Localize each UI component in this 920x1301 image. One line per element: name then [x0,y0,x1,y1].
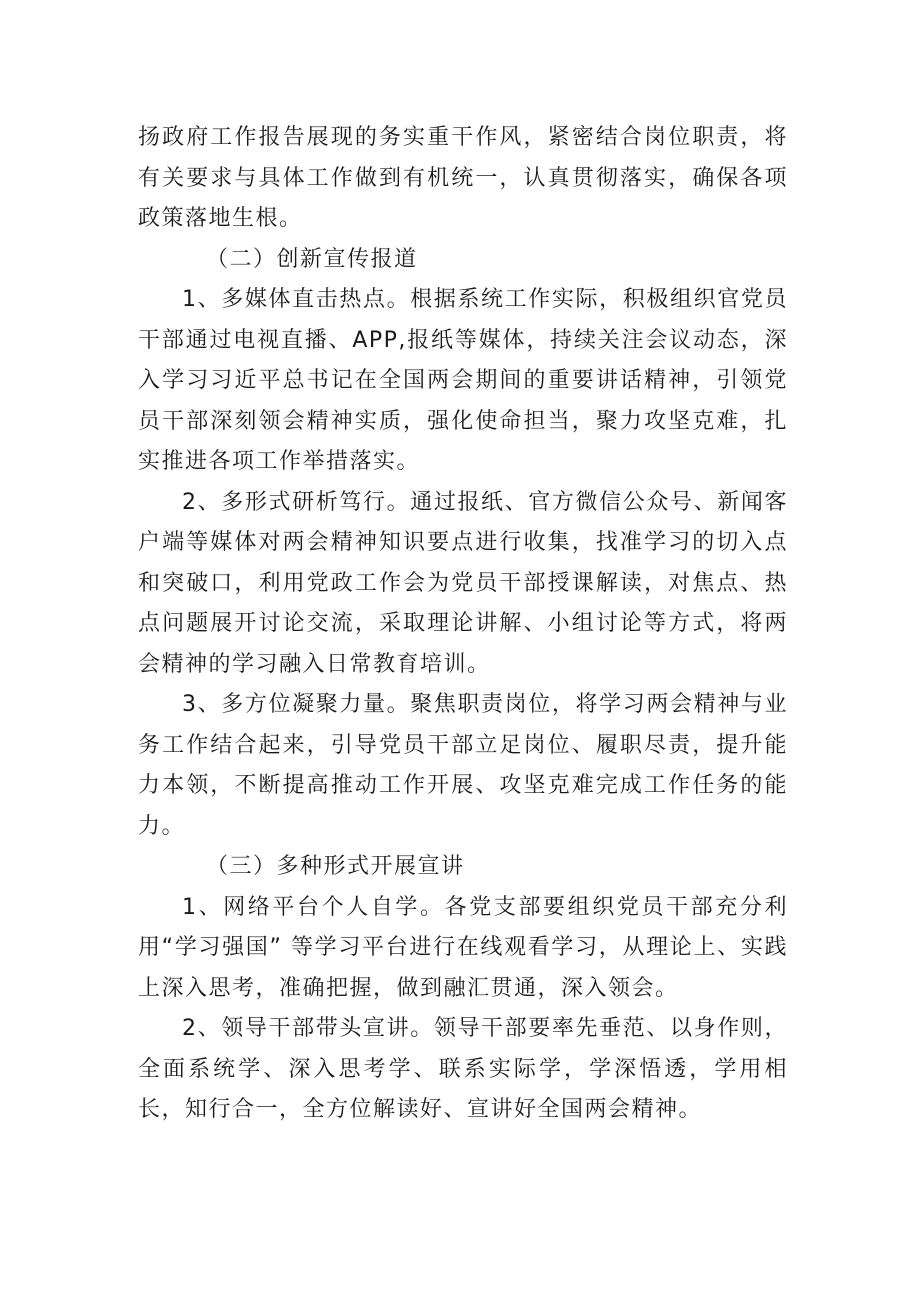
document-page [138,118,788,1131]
body-paragraph: 1、多媒体直击热点。根据系统工作实际，积极组织官党员干部通过电视直播、APP,报纸等媒体，持续关注会议动态，深入学习习近平总书记在全国两会期间的重要讲话精神，引领党员干部深刻领会精神实质，强化使命担当，聚力攻坚克难，扎实推进各项工作举措落实。 [138,287,788,474]
body-paragraph: 2、领导干部带头宣讲。领导干部要率先垂范、以身作则，全面系统学、深入思考学、联系实际学，学深悟透，学用相长，知行合一，全方位解读好、宣讲好全国两会精神。 [138,1016,788,1122]
section-heading-3: （三）多种形式开展宣讲 [206,854,465,879]
body-paragraph: 1、网络平台个人自学。各党支部要组织党员干部充分利用“学习强国” 等学习平台进行在线观看学习，从理论上、实践上深入思考，准确把握，做到融汇贯通，深入领会。 [138,894,788,1001]
body-paragraph: 2、多形式研析笃行。通过报纸、官方微信公众号、新闻客户端等媒体对两会精神知识要点进行收集，找准学习的切入点和突破口，利用党政工作会为党员干部授课解读，对焦点、热点问题展开讨论交流，采取理论讲解、小组讨论等方式，将两会精神的学习融入日常教育培训。 [138,489,788,677]
section-heading-2: （二）创新宣传报道 [206,246,418,272]
body-paragraph: 扬政府工作报告展现的务实重干作风，紧密结合岗位职责，将有关要求与具体工作做到有机统一，认真贯彻落实，确保各项政策落地生根。 [138,125,788,231]
body-paragraph: 3、多方位凝聚力量。聚焦职责岗位，将学习两会精神与业务工作结合起来，引导党员干部立足岗位、履职尽责，提升能力本领，不断提高推动工作开展、攻坚克难完成工作任务的能力。 [138,692,788,839]
